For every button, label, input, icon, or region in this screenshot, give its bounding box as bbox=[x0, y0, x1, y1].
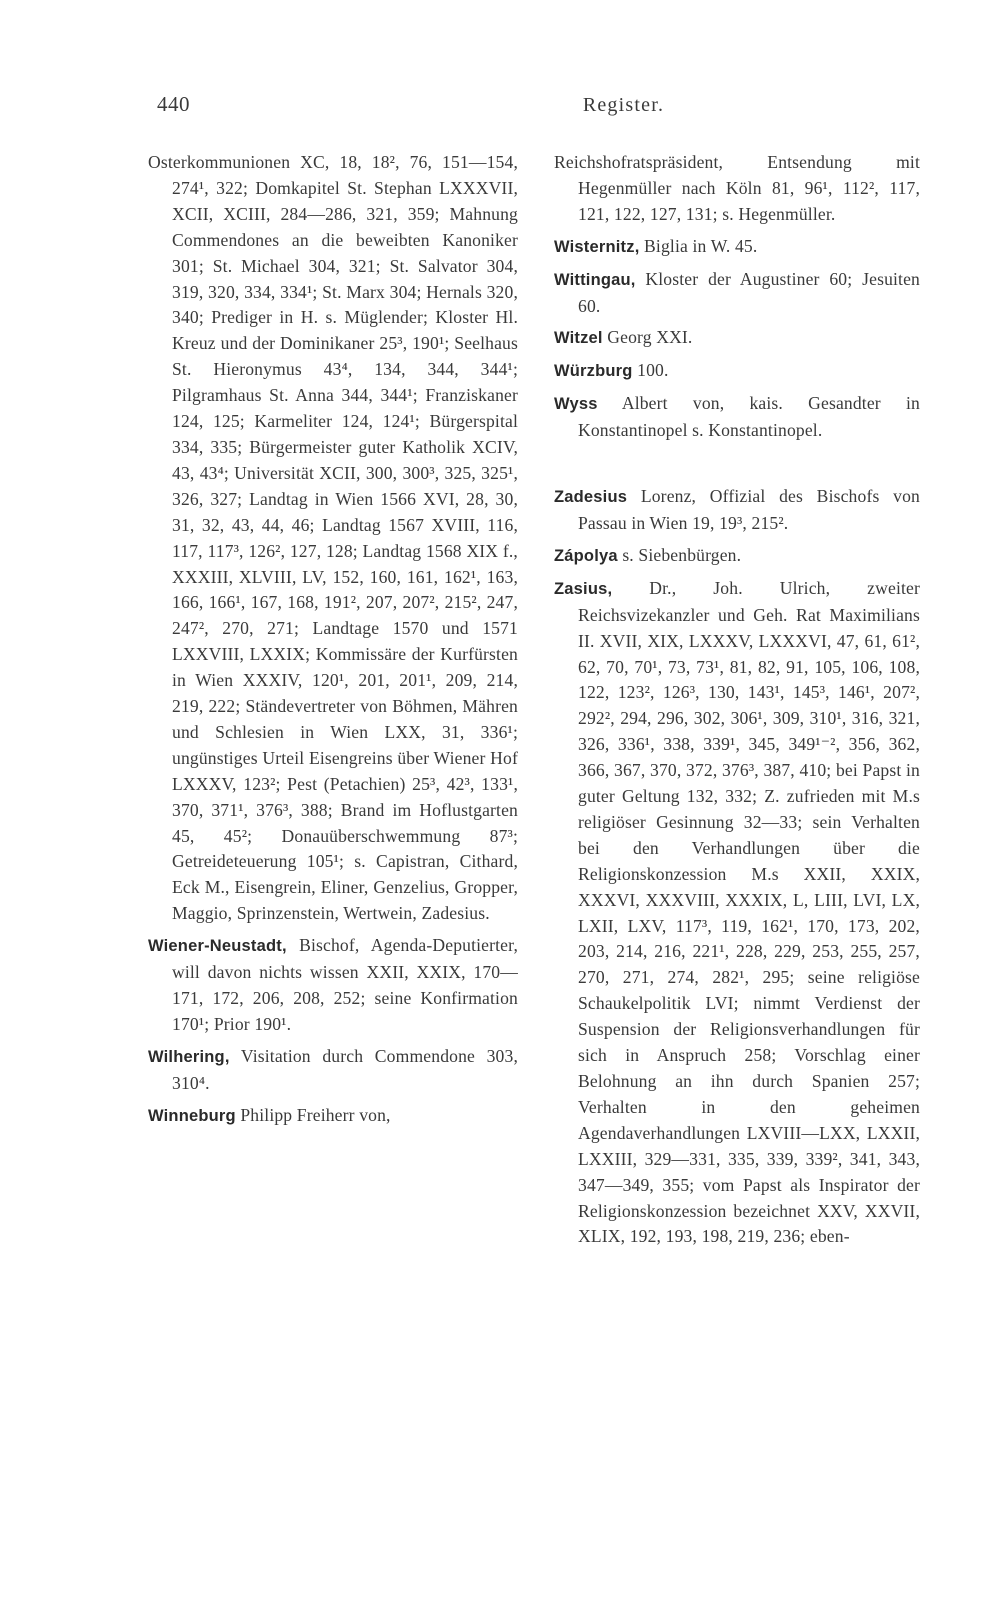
entry-headword: Zadesius bbox=[554, 488, 628, 507]
right-column bbox=[554, 150, 920, 1256]
entry-text: Philipp Freiherr von, bbox=[235, 1104, 391, 1125]
index-entry bbox=[554, 358, 920, 385]
entry-text: 100. bbox=[632, 360, 669, 381]
letter-section-gap bbox=[554, 450, 920, 484]
entry-text: Albert von, kais. Gesandter in Konstantinopel s. Konstantinopel. bbox=[578, 393, 920, 441]
page-number: 440 bbox=[157, 92, 190, 116]
index-entry bbox=[554, 267, 920, 320]
entry-headword: Zasius, bbox=[554, 579, 613, 598]
entry-headword: Würzburg bbox=[554, 362, 633, 381]
entry-headword: Witzel bbox=[554, 329, 603, 348]
index-entry bbox=[554, 391, 920, 444]
entry-text: Georg XXI. bbox=[602, 327, 693, 348]
entry-text: Kloster der Augustiner 60; Jesuiten 60. bbox=[578, 268, 920, 316]
entry-text: Visitation durch Commendone 303, 310⁴. bbox=[172, 1045, 518, 1093]
index-entry bbox=[148, 150, 518, 927]
left-column bbox=[148, 150, 518, 1136]
entry-headword: Winneburg bbox=[148, 1106, 236, 1125]
entry-text: Reichshofratspräsident, Entsendung mit Hegenmüller nach Köln 81, 96¹, 112², 117, 121, 122, 127, 131; s. Hegenmüller. bbox=[554, 152, 920, 224]
index-entry bbox=[148, 1044, 518, 1097]
running-title: Register. bbox=[582, 94, 665, 116]
index-entry bbox=[554, 150, 920, 228]
index-entry bbox=[148, 1103, 518, 1130]
entry-text: Biglia in W. 45. bbox=[639, 235, 758, 256]
index-entry bbox=[554, 576, 920, 1251]
entry-text: Bischof, Agenda-Deputierter, will davon nichts wissen XXII, XXIX, 170—171, 172, 206, 208, 252; seine Konfirmation 170¹; Prior 190¹. bbox=[172, 935, 518, 1034]
index-entry bbox=[554, 234, 920, 261]
entry-headword: Wiener-Neustadt, bbox=[148, 937, 287, 956]
index-entry bbox=[554, 325, 920, 352]
entry-headword: Wilhering, bbox=[148, 1047, 230, 1066]
index-entry bbox=[554, 484, 920, 537]
index-entry bbox=[554, 543, 920, 570]
entry-headword: Wittingau, bbox=[554, 270, 636, 289]
entry-headword: Wisternitz, bbox=[554, 237, 640, 256]
index-entry bbox=[148, 933, 518, 1038]
entry-headword: Wyss bbox=[554, 395, 598, 414]
entry-text: Lorenz, Offizial des Bischofs von Passau in Wien 19, 19³, 215². bbox=[578, 486, 920, 533]
page-header bbox=[157, 92, 900, 122]
entry-text: Osterkommunionen XC, 18, 18², 76, 151—154, 274¹, 322; Domkapitel St. Stephan LXXXVII, XCII, XCIII, 284—286, 321, 359; Mahnung Commendones an die beweibten Kanoniker 301; St. Michael 304, 321; St. Salvator 304, 319, 320, 334, 334¹; St. Marx 304; Hernals 320, 340; Prediger in H. s. Müglender; Kloster Hl. Kreuz und der Dominikaner 25³, 190¹; Seelhaus St. Hieronymus 43⁴, 134, 344, 344¹; Pilgramhaus St. Anna 344, 344¹; Franziskaner 124, 125; Karmeliter 124, 124¹; Bürgerspital 334, 335; Bürgermeister guter Katholik XCIV, 43, 43⁴; Universität XCII, 300, 300³, 325, 325¹, 326, 327; Landtag in Wien 1566 XVI, 28, 30, 31, 32, 43, 44, 46; Landtag 1567 XVIII, 116, 117, 117³, 126², 127, 128; Landtag 1568 XIX f., XXXIII, XLVIII, LV, 152, 160, 161, 162¹, 163, 166, 166¹, 167, 168, 191², 207, 207², 215², 247, 247², 270, 271; Landtage 1570 und 1571 LXXVIII, LXXIX; Kommissäre der Kurfürsten in Wien XXXIV, 120¹, 201, 201¹, 209, 214, 219, 222; Ständevertreter von Böhmen, Mähren und Schlesien in Wien LXX, 31, 336¹; ungünstiges Urteil Eisengreins über Wiener Hof LXXXV, 123²; Pest (Petachien) 25³, 42³, 133¹, 370, 371¹, 376³, 388; Brand im Hoflustgarten 45, 45²; Donauüberschwemmung 87³; Getreideteuerung 105¹; s. Capistran, Cithard, Eck M., Eisengrein, Eliner, Genzelius, Gropper, Maggio, Sprinzenstein, Wertwein, Zadesius. bbox=[148, 152, 518, 924]
entry-headword: Zápolya bbox=[554, 546, 618, 565]
entry-text: s. Siebenbürgen. bbox=[617, 544, 742, 565]
entry-text: Dr., Joh. Ulrich, zweiter Reichsvizekanzler und Geh. Rat Maximilians II. XVII, XIX, LXXXV, LXXXVI, 47, 61, 61², 62, 70, 70¹, 73, 73¹, 81, 82, 91, 105, 106, 108, 122, 123², 126³, 130, 143¹, 145³, 146¹, 207², 292², 294, 296, 302, 306¹, 309, 310¹, 316, 321, 326, 336¹, 338, 339¹, 345, 349¹⁻², 356, 362, 366, 367, 370, 372, 376³, 387, 410; bei Papst in guter Geltung 132, 332; Z. zufrieden mit M.s religiöser Gesinnung 32—33; sein Verhalten bei den Verhandlungen über die Religionskonzession M.s XXII, XXIX, XXXVI, XXXVIII, XXXIX, L, LIII, LVI, LX, LXII, LXV, 117³, 119, 162¹, 170, 173, 202, 203, 214, 216, 221¹, 228, 229, 253, 255, 257, 270, 271, 274, 282¹, 295; seine religiöse Schaukelpolitik LVI; nimmt Verdienst der Suspension der Religionsverhandlungen für sich in Anspruch 258; Vorschlag einer Belohnung an ihn durch Spanien 257; Verhalten in den geheimen Agendaverhandlungen LXVIII—LXX, LXXII, LXXIII, 329—331, 335, 339, 339², 341, 343, 347—349, 355; vom Papst als Inspirator der Religionskonzession bezeichnet XXV, XXVII, XLIX, 192, 193, 198, 219, 236; eben- bbox=[578, 577, 920, 1247]
